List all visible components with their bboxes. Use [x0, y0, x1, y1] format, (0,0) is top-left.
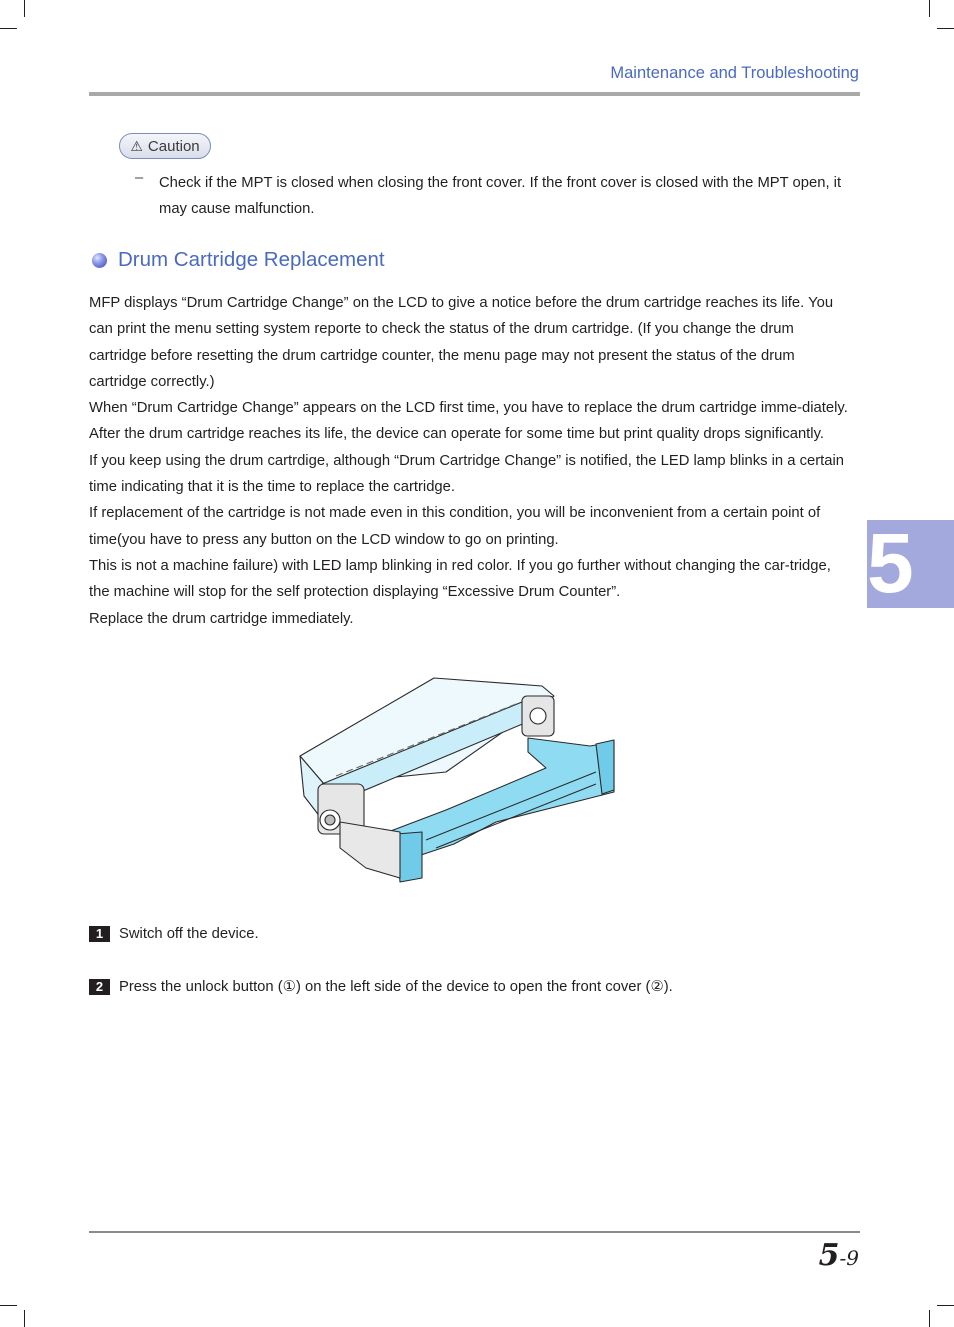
step-number-badge: 2 — [89, 979, 110, 995]
section-title: Drum Cartridge Replacement — [118, 248, 385, 271]
running-header-title: Maintenance and Troubleshooting — [610, 64, 859, 82]
crop-mark — [24, 1310, 25, 1327]
section-heading — [92, 248, 385, 272]
chapter-tab-number: 5 — [867, 516, 914, 610]
chapter-tab — [867, 516, 954, 610]
caution-text: Check if the MPT is closed when closing the front cover. If the front cover is closed with the MPT open, it may cause malfunction. — [159, 175, 842, 217]
crop-mark — [929, 1310, 930, 1327]
caution-list-item — [135, 170, 845, 222]
step-text: Press the unlock button (①) on the left side of the device to open the front cover (②). — [119, 979, 673, 995]
crop-mark — [0, 28, 17, 29]
dash-bullet-icon: – — [135, 170, 144, 186]
body-paragraph: This is not a machine failure) with LED lamp blinking in red color. If you go further without changing the car-tridge, the machine will stop for the self protection displaying “Excessive Drum Counter”. — [89, 557, 831, 601]
warning-triangle-icon: ⚠ — [130, 138, 143, 154]
crop-mark — [937, 1305, 954, 1306]
caution-label: Caution — [147, 137, 200, 155]
body-paragraph: If replacement of the cartridge is not made even in this condition, you will be inconvenient from a certain point of time(you have to press any button on the LCD window to go on printing. — [89, 505, 821, 548]
step-1 — [89, 926, 259, 942]
header-rule — [89, 92, 860, 96]
body-paragraph: When “Drum Cartridge Change” appears on the LCD first time, you have to replace the drum cartridge imme-diately. After the drum cartridge reaches its life, the device can operate for some time but print quality drops significantly. — [89, 400, 848, 443]
page-number — [819, 1238, 859, 1273]
sphere-bullet-icon — [92, 253, 107, 268]
page-number-page: -9 — [839, 1246, 859, 1270]
section-body — [89, 290, 855, 632]
crop-mark — [929, 0, 930, 17]
body-paragraph: If you keep using the drum cartrdige, although “Drum Cartridge Change” is notified, the LED lamp blinks in a certain time indicating that it is the time to replace the cartridge. — [89, 452, 845, 496]
drum-cartridge-drawing — [296, 672, 620, 890]
body-paragraph: MFP displays “Drum Cartridge Change” on the LCD to give a notice before the drum cartridge reaches its life. You can print the menu setting system reporte to check the status of the drum cartridge. (If you change the drum cartridge before resetting the drum cartridge counter, the menu page may not present the status of the drum cartridge correctly.) — [89, 295, 834, 390]
page-number-chapter: 5 — [818, 1238, 840, 1273]
step-text: Switch off the device. — [119, 926, 259, 942]
drum-cartridge-illustration — [296, 672, 620, 890]
crop-mark — [24, 0, 25, 17]
step-number-badge: 1 — [89, 926, 110, 942]
footer-rule — [89, 1231, 860, 1233]
body-paragraph: Replace the drum cartridge immediately. — [89, 610, 354, 627]
crop-mark — [0, 1305, 17, 1306]
crop-mark — [937, 28, 954, 29]
step-2 — [89, 978, 673, 995]
caution-badge — [119, 133, 211, 159]
